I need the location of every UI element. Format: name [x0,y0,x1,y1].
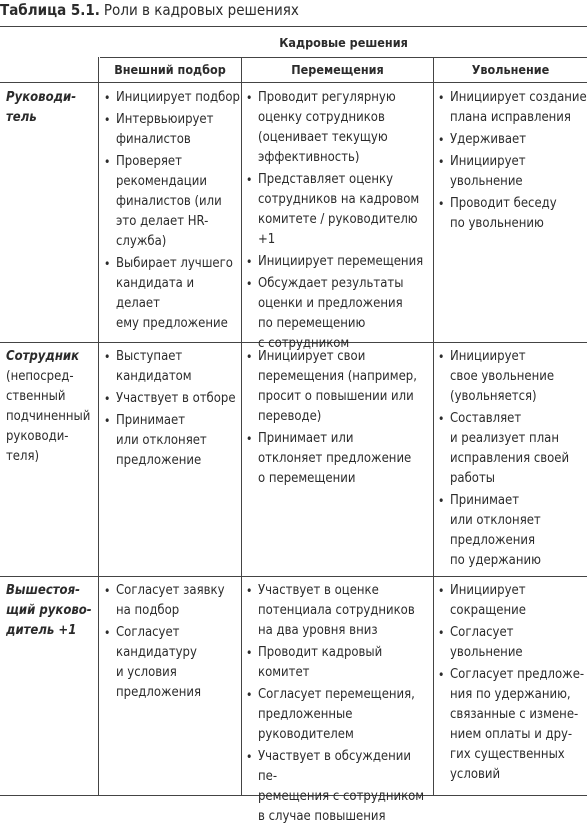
list-item [104,623,241,703]
bullet-icon: • [104,155,111,169]
list-item [246,747,433,827]
list-item [438,194,587,234]
list-item [246,170,433,250]
list-item-text: Инициирует подбор [116,90,240,105]
row-label-senior-manager [6,581,96,641]
list-item-text: Участвует в оценке потенциала сотрудников на два уровня вниз [258,583,415,638]
bullet-icon: • [438,155,445,169]
row-label-name: Вышестоя- щий руково- дитель +1 [6,583,92,638]
list-item-text: Инициирует создание плана исправления [450,90,587,125]
cell-employee-dismissal [438,347,587,573]
list-item-text: Принимает или отклоняет предложения по удержанию [450,493,541,568]
bullet-icon: • [104,350,111,364]
bullet-icon: • [104,113,111,127]
row-label-note: (непосред- ственный подчиненный руководи- теля) [6,369,91,464]
bullet-icon: • [438,133,445,147]
list-item [104,152,241,252]
list-item [104,411,241,471]
bullet-icon: • [246,750,253,764]
cell-manager-transfers [246,88,433,356]
row-label-manager [6,88,96,128]
list-item-text: Согласует предложе- ния по удержанию, связанные с измене- нием оплаты и дру- гих существенных условий [450,667,585,782]
bullet-icon: • [438,584,445,598]
bullet-icon: • [438,91,445,105]
bullet-icon: • [438,412,445,426]
list-item-text: Участвует в отборе [116,391,236,406]
list-item-text: Инициирует перемещения [258,254,424,269]
bullet-icon: • [104,626,111,640]
column-header-dismissal: Увольнение [471,62,550,77]
list-item [438,623,587,663]
list-item [438,491,587,571]
list-item [438,88,587,128]
bullet-icon: • [438,197,445,211]
list-item [246,581,433,641]
row-label-name: Сотрудник [6,349,80,364]
list-item-text: Инициирует свое увольнение (увольняется) [450,349,555,404]
list-item [104,254,241,334]
bullet-icon: • [246,584,253,598]
list-item [246,274,433,354]
list-item-text: Обсуждает результаты оценки и предложения по перемещению с сотрудником [258,276,404,351]
bullet-icon: • [246,255,253,269]
list-item [246,252,433,272]
bullet-icon: • [104,91,111,105]
column-divider-1 [98,57,99,795]
list-item-text: Участвует в обсуждении пе- ремещения с сотрудником в случае повышения [258,749,425,824]
cell-manager-external-hiring [104,88,241,336]
bullet-icon: • [104,414,111,428]
bullet-icon: • [246,350,253,364]
cell-senior-transfers [246,581,433,829]
list-item-text: Согласует заявку на подбор [116,583,225,618]
list-item-text: Согласует кандидатуру и условия предложения [116,625,202,700]
list-item-text: Согласует перемещения, предложенные руководителем [258,687,415,742]
group-header: Кадровые решения [279,35,408,50]
bullet-icon: • [104,584,111,598]
list-item-text: Согласует увольнение [450,625,523,660]
list-item [438,409,587,489]
row-label-employee [6,347,96,467]
list-item-text: Проводит кадровый комитет [258,645,383,680]
list-item-text: Проверяет рекомендации финалистов (или это делает HR- служба) [116,154,222,249]
list-item-text: Проводит регулярную оценку сотрудников (оценивает текущую эффективность) [258,90,396,165]
list-item [246,429,433,489]
list-item [246,643,433,683]
cell-manager-dismissal [438,88,587,236]
list-item [438,581,587,621]
bullet-icon: • [438,626,445,640]
list-item [104,110,241,150]
bullet-icon: • [104,257,111,271]
column-divider-3 [433,57,434,795]
column-header-external-hiring: Внешний подбор [114,62,226,77]
cell-employee-transfers [246,347,433,491]
list-item [246,347,433,427]
list-item [438,665,587,785]
row-label-name: Руководи- тель [6,90,77,125]
cell-senior-external-hiring [104,581,241,705]
bullet-icon: • [438,668,445,682]
list-item [104,347,241,387]
list-item [438,347,587,407]
list-item-text: Удерживает [450,132,527,147]
list-item-text: Инициирует увольнение [450,154,526,189]
table-title: Роли в кадровых решениях [103,1,299,19]
table-number: Таблица 5.1. [0,1,100,19]
bullet-icon: • [246,91,253,105]
list-item-text: Принимает или отклоняет предложение [116,413,207,468]
list-item-text: Составляет и реализует план исправления своей работы [450,411,570,486]
list-item-text: Выбирает лучшего кандидата и делает ему предложение [116,256,233,331]
bullet-icon: • [246,277,253,291]
list-item-text: Проводит беседу по увольнению [450,196,557,231]
list-item [438,130,587,150]
column-header-transfers: Перемещения [291,62,384,77]
group-header-rule [100,57,587,58]
bullet-icon: • [246,646,253,660]
cell-employee-external-hiring [104,347,241,473]
list-item [104,88,241,108]
table-top-rule [0,26,587,27]
bullet-icon: • [246,432,253,446]
list-item-text: Интервьюирует финалистов [116,112,214,147]
bullet-icon: • [246,173,253,187]
bullet-icon: • [438,350,445,364]
column-divider-2 [241,57,242,795]
bullet-icon: • [246,688,253,702]
row-divider-2 [0,576,587,577]
list-item-text: Инициирует сокращение [450,583,526,618]
list-item [104,389,241,409]
table-caption [0,0,299,20]
list-item-text: Принимает или отклоняет предложение о перемещении [258,431,412,486]
list-item [104,581,241,621]
bullet-icon: • [438,494,445,508]
list-item-text: Инициирует свои перемещения (например, просит о повышении или переводе) [258,349,417,424]
list-item-text: Выступает кандидатом [116,349,192,384]
header-bottom-rule [0,82,587,83]
list-item-text: Представляет оценку сотрудников на кадровом комитете / руководителю +1 [258,172,420,247]
list-item [246,685,433,745]
bullet-icon: • [104,392,111,406]
cell-senior-dismissal [438,581,587,787]
list-item [438,152,587,192]
list-item [246,88,433,168]
